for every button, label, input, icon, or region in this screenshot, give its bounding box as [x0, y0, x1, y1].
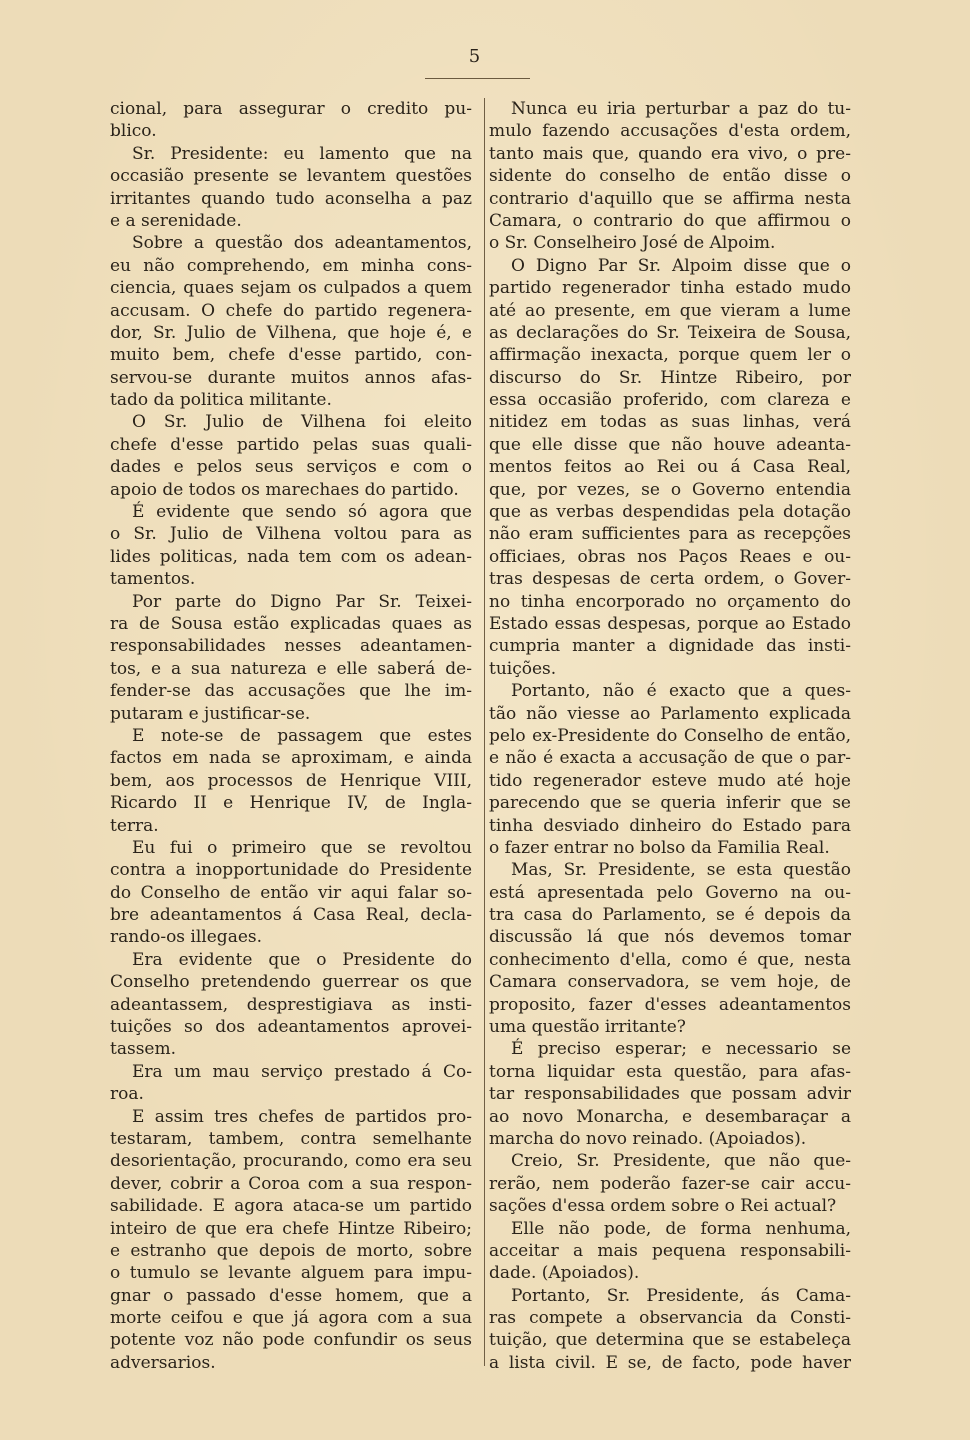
text-line: adeantassem, desprestigiava as insti-: [110, 994, 472, 1015]
text-line: E assim tres chefes de partidos pro-: [132, 1106, 472, 1127]
text-line: o Sr. Conselheiro José de Alpoim.: [489, 233, 776, 254]
text-line: Creio, Sr. Presidente, que não que-: [511, 1151, 851, 1172]
text-line: cional, para assegurar o credito pu-: [110, 99, 472, 119]
text-line: tra casa do Parlamento, se é depois da: [489, 905, 851, 926]
text-line: tuições so dos adeantamentos aprovei-: [110, 1017, 472, 1038]
text-line: sabilidade. E agora ataca-se um partido: [110, 1196, 472, 1217]
text-line: dades e pelos seus serviços e com o: [110, 457, 472, 478]
text-line: discussão lá que nós devemos tomar: [489, 927, 851, 948]
text-line: que, por vezes, se o Governo entendia: [489, 479, 851, 500]
text-line: accusam. O chefe do partido regenera-: [110, 300, 472, 321]
text-line: Ricardo II e Henrique IV, de Ingla-: [110, 793, 472, 814]
text-line: e estranho que depois de morto, sobre: [110, 1240, 472, 1261]
text-line: tinha desviado dinheiro do Estado para: [489, 815, 851, 836]
text-line: que as verbas despendidas pela dotação: [489, 502, 851, 523]
text-line: mulo fazendo accusações d'esta ordem,: [489, 121, 851, 142]
text-line: O Sr. Julio de Vilhena foi eleito: [132, 412, 472, 433]
text-line: Camara, o contrario do que affirmou o: [489, 210, 851, 231]
text-line: factos em nada se aproximam, e ainda: [110, 748, 472, 769]
text-line: Era evidente que o Presidente do: [132, 949, 472, 970]
text-line: tamentos.: [110, 569, 196, 590]
text-line: uma questão irritante?: [489, 1017, 686, 1038]
text-line: partido regenerador tinha estado mudo: [489, 278, 851, 299]
text-line: Portanto, Sr. Presidente, ás Cama-: [511, 1285, 851, 1306]
text-line: Por parte do Digno Par Sr. Teixei-: [132, 591, 472, 612]
text-line: gnar o passado d'esse homem, que a: [110, 1285, 472, 1306]
text-line: e a serenidade.: [110, 210, 242, 231]
text-line: Estado essas despesas, porque ao Estado: [489, 613, 851, 634]
text-line: ras compete a observancia da Consti-: [489, 1308, 851, 1329]
text-line: bem, aos processos de Henrique VIII,: [110, 770, 472, 791]
text-line: parecendo que se queria inferir que se: [489, 793, 851, 814]
text-line: não eram sufficientes para as recepções: [489, 524, 851, 545]
text-line: terra.: [110, 815, 159, 836]
text-line: tos, e a sua natureza e elle saberá de-: [110, 658, 472, 679]
text-line: responsabilidades nesses adeantamen-: [110, 636, 472, 657]
text-line: tassem.: [110, 1039, 176, 1060]
text-line: mentos feitos ao Rei ou á Casa Real,: [489, 457, 851, 478]
text-line: officiaes, obras nos Paços Reaes e ou-: [489, 546, 851, 567]
text-line: Portanto, não é exacto que a ques-: [511, 681, 851, 702]
text-line: Conselho pretendendo guerrear os que: [110, 972, 472, 993]
text-line: morte ceifou e que já agora com a sua: [110, 1308, 472, 1329]
text-line: Sr. Presidente: eu lamento que na: [132, 143, 472, 164]
text-line: proposito, fazer d'esses adeantamentos: [489, 994, 851, 1015]
text-line: tado da politica militante.: [110, 390, 332, 411]
text-line: sidente do conselho de então disse o: [489, 166, 851, 187]
text-line: o fazer entrar no bolso da Familia Real.: [489, 837, 830, 858]
text-line: está apresentada pelo Governo na ou-: [489, 882, 851, 903]
text-line: torna liquidar esta questão, para afas-: [489, 1061, 851, 1082]
text-line: fender-se das accusações que lhe im-: [110, 681, 472, 702]
text-line: chefe d'esse partido pelas suas quali-: [110, 434, 472, 455]
text-line: Sobre a questão dos adeantamentos,: [132, 233, 472, 254]
right-column: [489, 98, 851, 1388]
left-column: [110, 98, 472, 1388]
text-line: É preciso esperar; e necessario se: [511, 1039, 851, 1060]
text-line: o tumulo se levante alguem para impu-: [110, 1263, 472, 1284]
text-line: eu não comprehendo, em minha cons-: [110, 255, 472, 276]
column-divider: [484, 98, 485, 1366]
text-line: Camara conservadora, se vem hoje, de: [489, 972, 851, 993]
text-line: tido regenerador esteve mudo até hoje: [489, 770, 851, 791]
text-line: tuição, que determina que se estabeleça: [489, 1330, 851, 1351]
header-rule: [425, 78, 530, 79]
text-line: occasião presente se levantem questões: [110, 166, 472, 187]
text-line: É evidente que sendo só agora que: [132, 502, 472, 523]
text-line: Eu fui o primeiro que se revoltou: [132, 837, 472, 858]
text-line: ciencia, quaes sejam os culpados a quem: [110, 278, 472, 299]
text-line: servou-se durante muitos annos afas-: [110, 367, 472, 388]
text-line: Era um mau serviço prestado á Co-: [132, 1061, 472, 1082]
text-line: cumpria manter a dignidade das insti-: [489, 636, 851, 657]
text-line: a lista civil. E se, de facto, pode haver: [489, 1352, 851, 1373]
text-line: rando-os illegaes.: [110, 927, 263, 948]
text-line: Elle não pode, de forma nenhuma,: [511, 1218, 851, 1239]
text-line: marcha do novo reinado. (Apoiados).: [489, 1128, 807, 1149]
text-line: ra de Sousa estão explicadas quaes as: [110, 613, 472, 634]
text-line: affirmação inexacta, porque quem ler o: [489, 345, 851, 366]
text-line: Nunca eu iria perturbar a paz do tu-: [511, 99, 851, 119]
text-line: potente voz não pode confundir os seus: [110, 1330, 472, 1351]
text-line: contrario d'aquillo que se affirma nesta: [489, 188, 851, 209]
text-line: tanto mais que, quando era vivo, o pre-: [489, 143, 851, 164]
text-line: nitidez em todas as suas linhas, verá: [489, 412, 851, 433]
text-line: Mas, Sr. Presidente, se esta questão: [511, 860, 851, 881]
text-line: tar responsabilidades que possam advir: [489, 1084, 851, 1105]
text-line: do Conselho de então vir aqui falar so-: [110, 882, 472, 903]
text-line: acceitar a mais pequena responsabili-: [489, 1240, 851, 1261]
text-line: as declarações do Sr. Teixeira de Sousa,: [489, 322, 851, 343]
text-line: contra a inopportunidade do Presidente: [110, 860, 472, 881]
text-line: putaram e justificar-se.: [110, 703, 311, 724]
text-line: ao novo Monarcha, e desembaraçar a: [489, 1106, 851, 1127]
text-line: E note-se de passagem que estes: [132, 725, 472, 746]
text-line: essa occasião proferido, com clareza e: [489, 390, 851, 411]
text-line: inteiro de que era chefe Hintze Ribeiro;: [110, 1218, 472, 1239]
text-line: adversarios.: [110, 1352, 216, 1373]
text-line: desorientação, procurando, como era seu: [110, 1151, 472, 1172]
text-line: tão não viesse ao Parlamento explicada: [489, 703, 851, 724]
text-line: lides politicas, nada tem com os adean-: [110, 546, 472, 567]
text-line: tras despesas de certa ordem, o Gover-: [489, 569, 851, 590]
text-line: muito bem, chefe d'esse partido, con-: [110, 345, 472, 366]
text-line: O Digno Par Sr. Alpoim disse que o: [511, 255, 851, 276]
text-line: blico.: [110, 121, 157, 142]
text-line: dever, cobrir a Coroa com a sua respon-: [110, 1173, 472, 1194]
text-line: tuições.: [489, 658, 557, 679]
text-line: bre adeantamentos á Casa Real, decla-: [110, 905, 472, 926]
text-line: pelo ex-Presidente do Conselho de então,: [489, 725, 851, 746]
text-line: conhecimento d'ella, como é que, nesta: [489, 949, 851, 970]
text-line: irritantes quando tudo aconselha a paz: [110, 188, 472, 209]
text-line: sações d'essa ordem sobre o Rei actual?: [489, 1196, 837, 1217]
text-line: dor, Sr. Julio de Vilhena, que hoje é, e: [110, 322, 472, 343]
page-number: 5: [468, 46, 482, 67]
text-line: no tinha encorporado no orçamento do: [489, 591, 851, 612]
text-line: rerão, nem poderão fazer-se cair accu-: [489, 1173, 851, 1194]
text-line: testaram, tambem, contra semelhante: [110, 1128, 472, 1149]
text-line: roa.: [110, 1084, 144, 1105]
text-line: que elle disse que não houve adeanta-: [489, 434, 851, 455]
text-line: discurso do Sr. Hintze Ribeiro, por: [489, 367, 851, 388]
text-line: o Sr. Julio de Vilhena voltou para as: [110, 524, 472, 545]
text-line: até ao presente, em que vieram a lume: [489, 300, 851, 321]
text-line: apoio de todos os marechaes do partido.: [110, 479, 459, 500]
text-line: dade. (Apoiados).: [489, 1263, 640, 1284]
text-line: e não é exacta a accusação de que o par-: [489, 748, 851, 769]
